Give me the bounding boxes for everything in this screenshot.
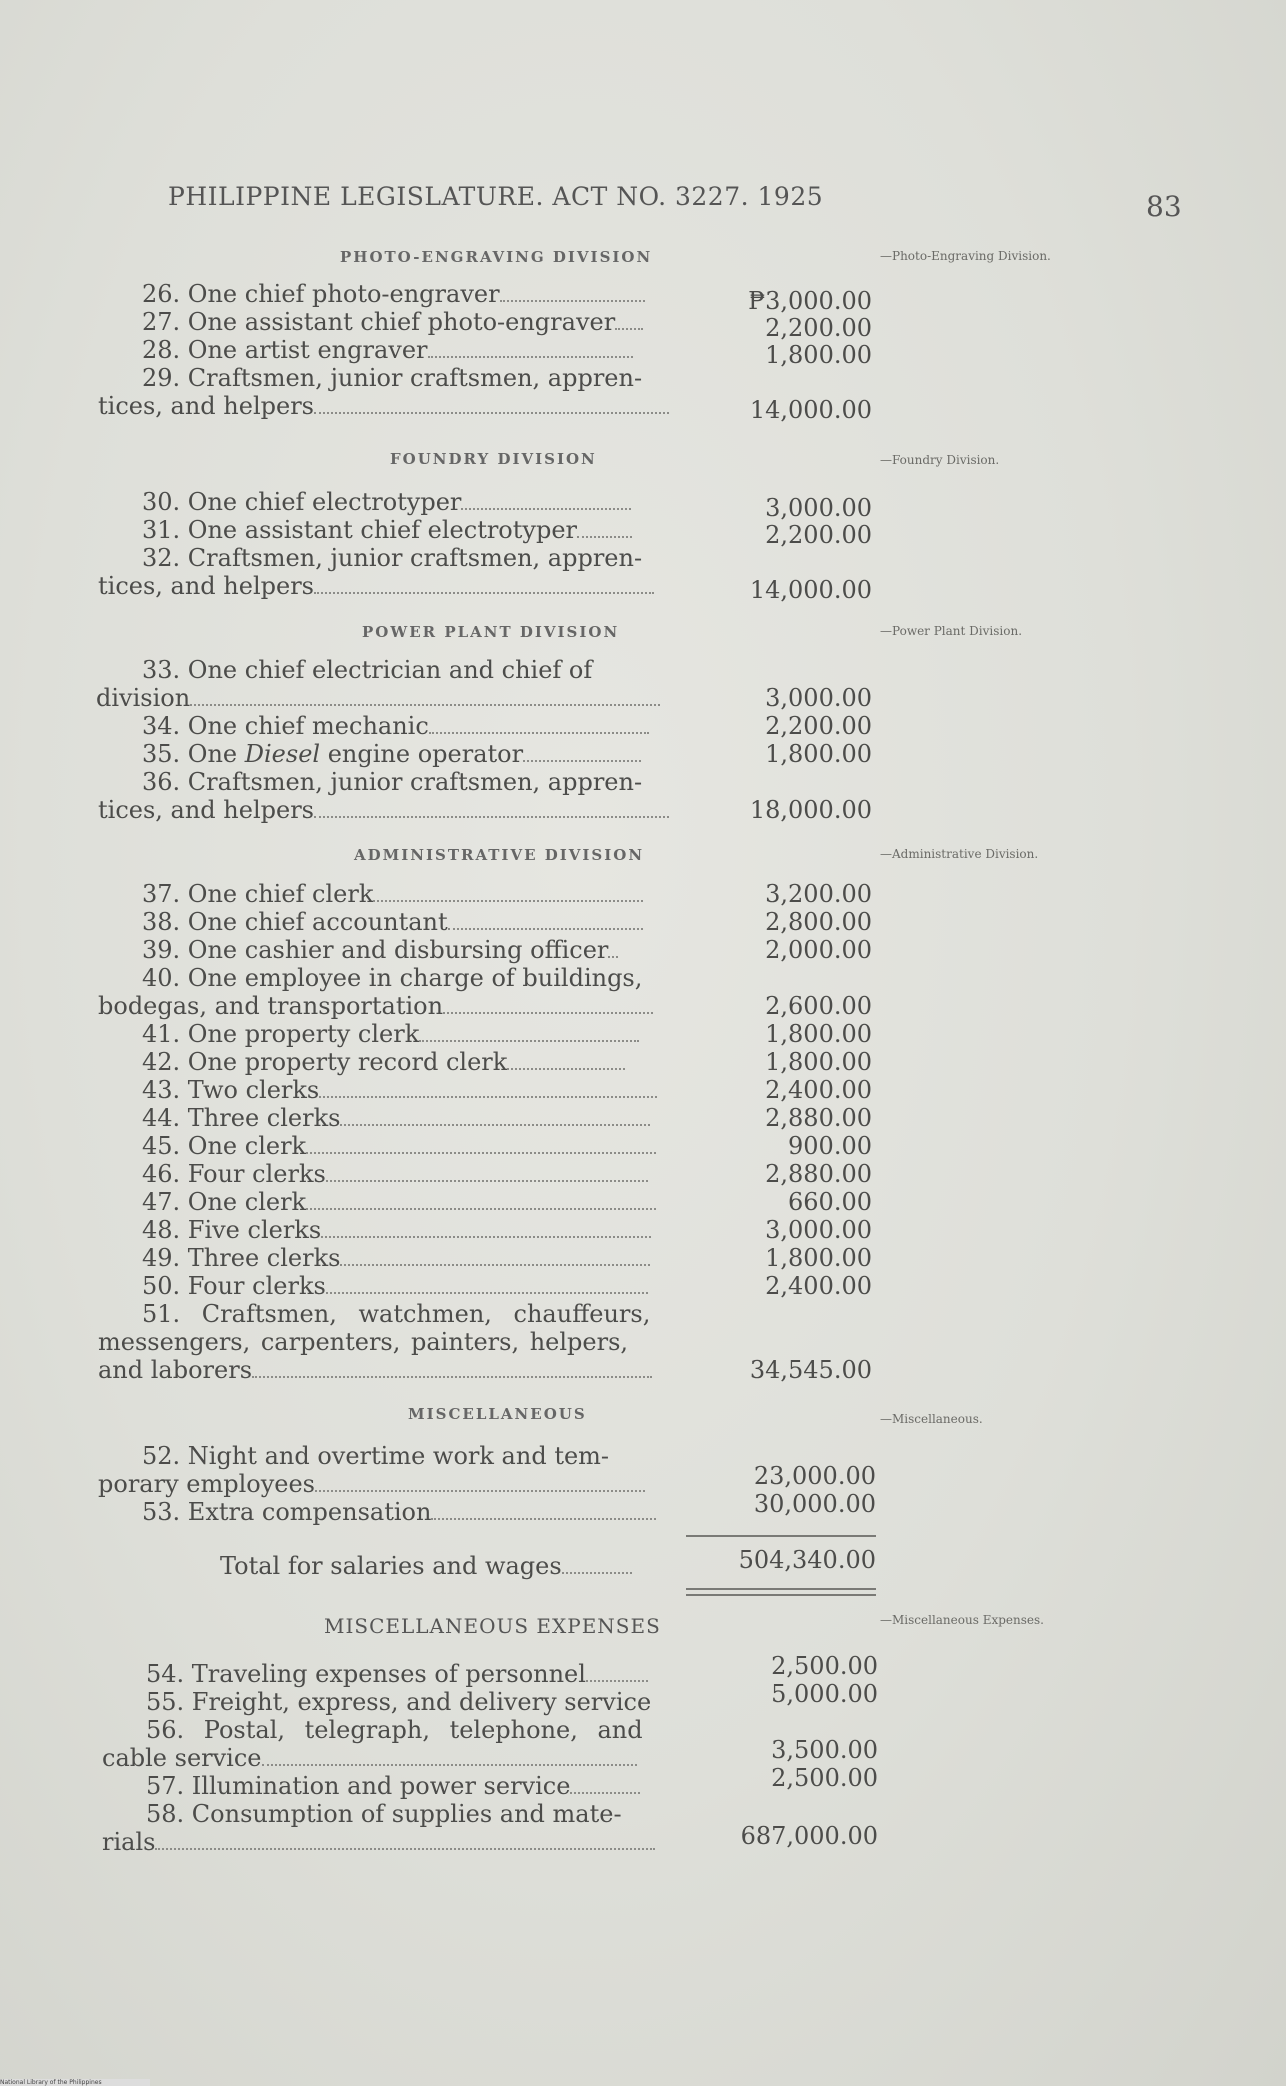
amount-47: 660.00 — [788, 1188, 872, 1216]
running-header: PHILIPPINE LEGISLATURE. ACT NO. 3227. 1925 — [168, 182, 824, 211]
amount-55: 5,000.00 — [771, 1680, 878, 1708]
amount-58: 687,000.00 — [740, 1822, 878, 1850]
margin-note-photo-engraving: —Photo-Engraving Division. — [880, 249, 1051, 263]
amount-39: 2,000.00 — [765, 936, 872, 964]
amount-41: 1,800.00 — [765, 1020, 872, 1048]
item-51-line1: 51. Craftsmen, watchmen, chauffeurs, — [142, 1300, 651, 1328]
item-36-line2: tices, and helpers — [98, 796, 669, 824]
amount-38: 2,800.00 — [765, 908, 872, 936]
item-35-diesel: Diesel — [244, 740, 321, 768]
amount-37: 3,200.00 — [765, 880, 872, 908]
item-47: 47. One clerk — [142, 1188, 656, 1216]
amount-42: 1,800.00 — [765, 1048, 872, 1076]
item-52-line1: 52. Night and overtime work and tem- — [142, 1442, 610, 1470]
item-48: 48. Five clerks — [142, 1216, 651, 1244]
item-51-line2: messengers, carpenters, painters, helpers, — [98, 1328, 629, 1356]
amount-51: 34,545.00 — [749, 1356, 872, 1384]
section-heading-administrative: ADMINISTRATIVE DIVISION — [354, 846, 645, 864]
margin-note-miscellaneous: —Miscellaneous. — [880, 1412, 983, 1426]
item-26: 26. One chief photo-engraver — [142, 280, 645, 308]
item-37: 37. One chief clerk — [142, 880, 643, 908]
item-56-line2: cable service — [102, 1744, 637, 1772]
item-54: 54. Traveling expenses of personnel — [146, 1660, 648, 1688]
item-29-line1: 29. Craftsmen, junior craftsmen, appren- — [142, 364, 643, 392]
margin-note-foundry: —Foundry Division. — [880, 453, 1000, 467]
item-40-line1: 40. One employee in charge of buildings, — [142, 964, 643, 992]
amount-26: ₱3,000.00 — [748, 287, 872, 315]
item-33-line1: 33. One chief electrician and chief of — [142, 656, 593, 684]
item-46: 46. Four clerks — [142, 1160, 648, 1188]
amount-31: 2,200.00 — [765, 521, 872, 549]
item-58-line2: rials — [102, 1828, 655, 1856]
item-38: 38. One chief accountant — [142, 908, 643, 936]
scan-footer: National Library of the Philippines — [0, 2079, 150, 2086]
total-salaries-amount: 504,340.00 — [738, 1546, 876, 1574]
item-40-line2: bodegas, and transportation — [98, 992, 653, 1020]
margin-note-administrative: —Administrative Division. — [880, 847, 1039, 861]
item-44: 44. Three clerks — [142, 1104, 650, 1132]
amount-30: 3,000.00 — [765, 494, 872, 522]
item-52-line2: porary employees — [98, 1470, 645, 1498]
amount-43: 2,400.00 — [765, 1076, 872, 1104]
amount-56: 3,500.00 — [771, 1736, 878, 1764]
subtotal-rule — [686, 1535, 876, 1537]
page-number: 83 — [1146, 190, 1182, 223]
item-27: 27. One assistant chief photo-engraver — [142, 308, 643, 336]
item-41: 41. One property clerk — [142, 1020, 639, 1048]
item-32-line1: 32. Craftsmen, junior craftsmen, appren- — [142, 544, 643, 572]
item-53: 53. Extra compensation — [142, 1498, 656, 1526]
total-double-rule-top — [686, 1588, 876, 1590]
item-45: 45. One clerk — [142, 1132, 656, 1160]
item-28: 28. One artist engraver — [142, 336, 633, 364]
total-salaries-label: Total for salaries and wages — [220, 1552, 632, 1580]
amount-48: 3,000.00 — [765, 1216, 872, 1244]
amount-57: 2,500.00 — [771, 1764, 878, 1792]
amount-32: 14,000.00 — [749, 576, 872, 604]
item-58-line1: 58. Consumption of supplies and mate- — [146, 1800, 622, 1828]
section-heading-power-plant: POWER PLANT DIVISION — [362, 623, 620, 641]
item-51-line3: and laborers — [98, 1356, 652, 1384]
item-35: 35. One Diesel engine operator — [142, 740, 641, 768]
amount-50: 2,400.00 — [765, 1272, 872, 1300]
section-heading-miscellaneous: MISCELLANEOUS — [408, 1405, 587, 1423]
section-heading-foundry: FOUNDRY DIVISION — [390, 450, 597, 468]
item-49: 49. Three clerks — [142, 1244, 650, 1272]
item-57: 57. Illumination and power service — [146, 1772, 640, 1800]
amount-35: 1,800.00 — [765, 740, 872, 768]
amount-33: 3,000.00 — [765, 684, 872, 712]
margin-note-misc-expenses: —Miscellaneous Expenses. — [880, 1613, 1044, 1627]
amount-52: 23,000.00 — [753, 1462, 876, 1490]
item-31: 31. One assistant chief electrotyper — [142, 516, 632, 544]
amount-46: 2,880.00 — [765, 1160, 872, 1188]
section-heading-misc-expenses: MISCELLANEOUS EXPENSES — [324, 1614, 661, 1638]
amount-45: 900.00 — [788, 1132, 872, 1160]
item-34: 34. One chief mechanic — [142, 712, 649, 740]
item-55: 55. Freight, express, and delivery service — [146, 1688, 652, 1716]
amount-29: 14,000.00 — [749, 396, 872, 424]
item-50: 50. Four clerks — [142, 1272, 648, 1300]
item-36-line1: 36. Craftsmen, junior craftsmen, appren- — [142, 768, 643, 796]
amount-49: 1,800.00 — [765, 1244, 872, 1272]
section-heading-photo-engraving: PHOTO-ENGRAVING DIVISION — [340, 248, 653, 266]
item-29-line2: tices, and helpers — [98, 392, 669, 420]
amount-28: 1,800.00 — [765, 341, 872, 369]
amount-53: 30,000.00 — [753, 1490, 876, 1518]
amount-54: 2,500.00 — [771, 1652, 878, 1680]
item-32-line2: tices, and helpers — [98, 572, 654, 600]
item-43: 43. Two clerks — [142, 1076, 657, 1104]
margin-note-power-plant: —Power Plant Division. — [880, 624, 1023, 638]
amount-27: 2,200.00 — [765, 314, 872, 342]
item-33-line2: division — [96, 684, 660, 712]
item-42: 42. One property record clerk — [142, 1048, 625, 1076]
item-56-line1: 56. Postal, telegraph, telephone, and — [146, 1716, 643, 1744]
amount-36: 18,000.00 — [749, 796, 872, 824]
amount-34: 2,200.00 — [765, 712, 872, 740]
item-39: 39. One cashier and disbursing officer — [142, 936, 618, 964]
amount-44: 2,880.00 — [765, 1104, 872, 1132]
item-30: 30. One chief electrotyper — [142, 488, 631, 516]
amount-40: 2,600.00 — [765, 992, 872, 1020]
total-double-rule-bottom — [686, 1594, 876, 1596]
